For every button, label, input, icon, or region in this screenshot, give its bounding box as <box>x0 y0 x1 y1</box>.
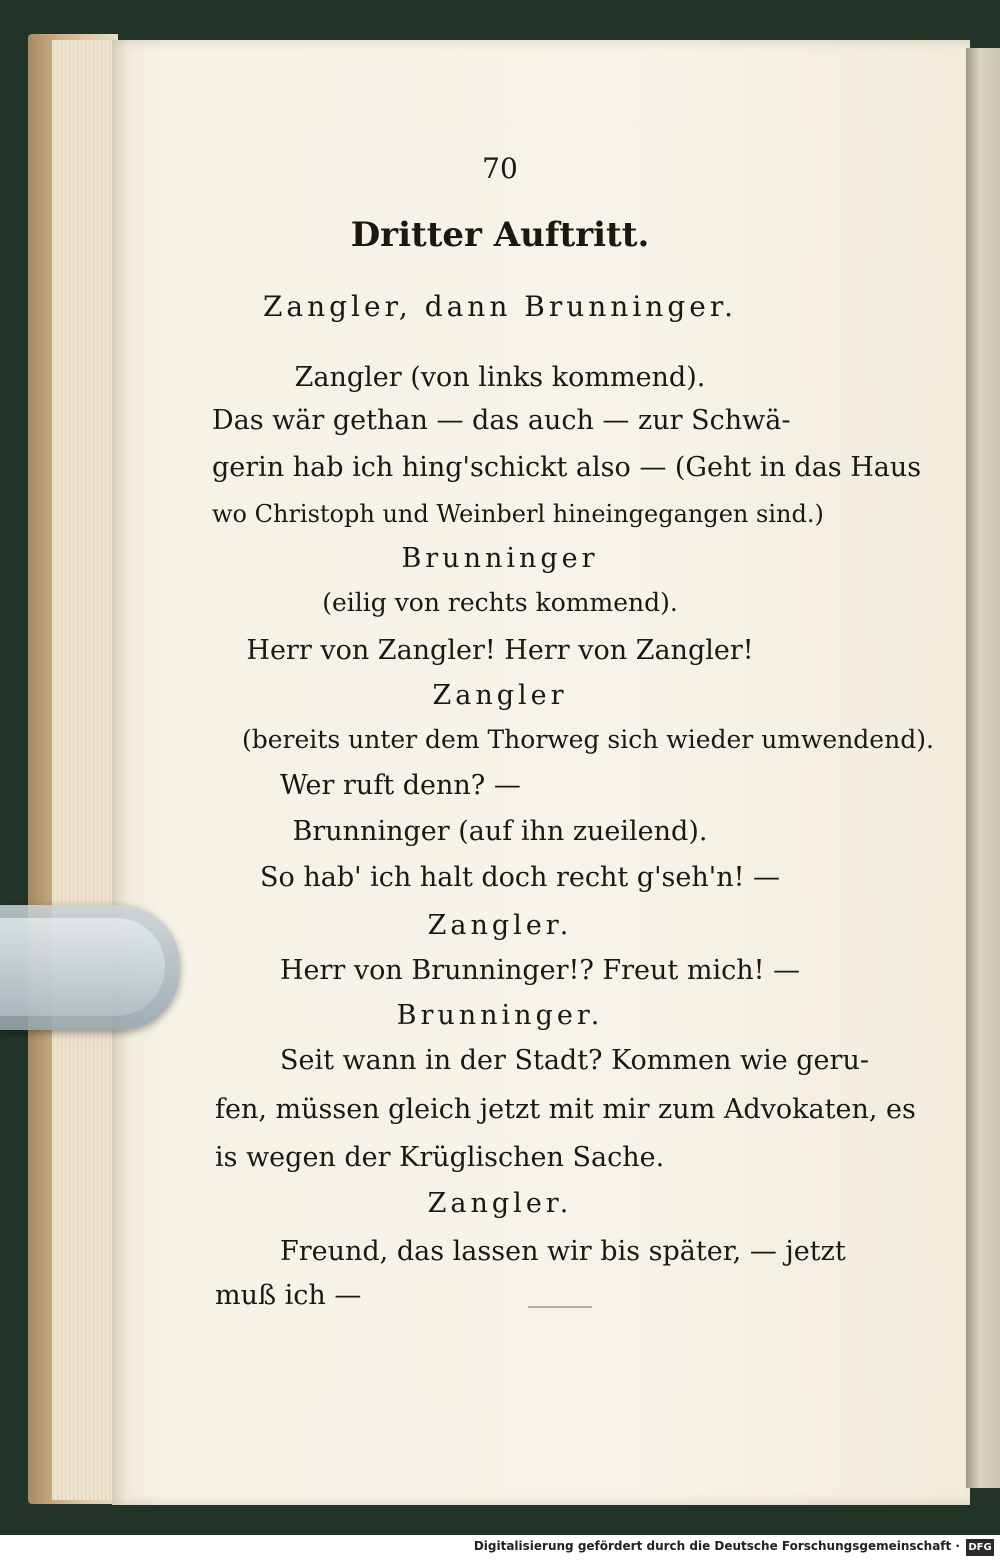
speaker-name: Zangler. <box>427 910 573 941</box>
dialogue-line: fen, müssen gleich jetzt mit mir zum Advokaten, es <box>215 1094 916 1125</box>
dialogue-line: muß ich — <box>215 1280 362 1311</box>
page-number: 70 <box>482 152 518 185</box>
dialogue-line: wo Christoph und Weinberl hineingegangen sind.) <box>212 500 824 528</box>
footer-bar <box>0 1535 1000 1560</box>
dialogue-line: Das wär gethan — das auch — zur Schwä- <box>212 405 791 436</box>
dialogue-line: So hab' ich halt doch recht g'seh'n! — <box>260 862 781 893</box>
dialogue-line: Herr von Zangler! Herr von Zangler! <box>246 635 754 666</box>
dfg-logo-icon: DFG <box>966 1539 994 1556</box>
scene-cast: Zangler, dann Brunninger. <box>262 290 738 323</box>
end-ornament <box>528 1306 592 1308</box>
speaker-name: Zangler <box>432 680 568 711</box>
dialogue-line: Herr von Brunninger!? Freut mich! — <box>280 955 801 986</box>
dialogue-line: is wegen der Krüglischen Sache. <box>215 1142 665 1173</box>
dialogue-line: gerin hab ich hing'schickt also — (Geht in das Haus <box>212 452 922 483</box>
footer-credit: Digitalisierung gefördert durch die Deutsche Forschungsgemeinschaft · <box>473 1539 960 1553</box>
speaker-name: Zangler. <box>427 1188 573 1219</box>
stage-direction: (bereits unter dem Thorweg sich wieder umwendend). <box>242 725 934 754</box>
speaker-name: Brunninger (auf ihn zueilend). <box>292 816 708 847</box>
dialogue-line: Seit wann in der Stadt? Kommen wie geru- <box>280 1045 869 1076</box>
dialogue-line: Freund, das lassen wir bis später, — jetzt <box>280 1236 846 1267</box>
speaker-name: Brunninger. <box>396 1000 604 1031</box>
scene-heading: Dritter Auftritt. <box>350 215 650 255</box>
page-clip-highlight <box>0 918 165 1016</box>
stage-direction: (eilig von rechts kommend). <box>322 588 678 617</box>
stage-direction: Zangler (von links kommend). <box>294 362 706 393</box>
speaker-name: Brunninger <box>401 543 599 574</box>
dialogue-line: Wer ruft denn? — <box>280 770 521 801</box>
